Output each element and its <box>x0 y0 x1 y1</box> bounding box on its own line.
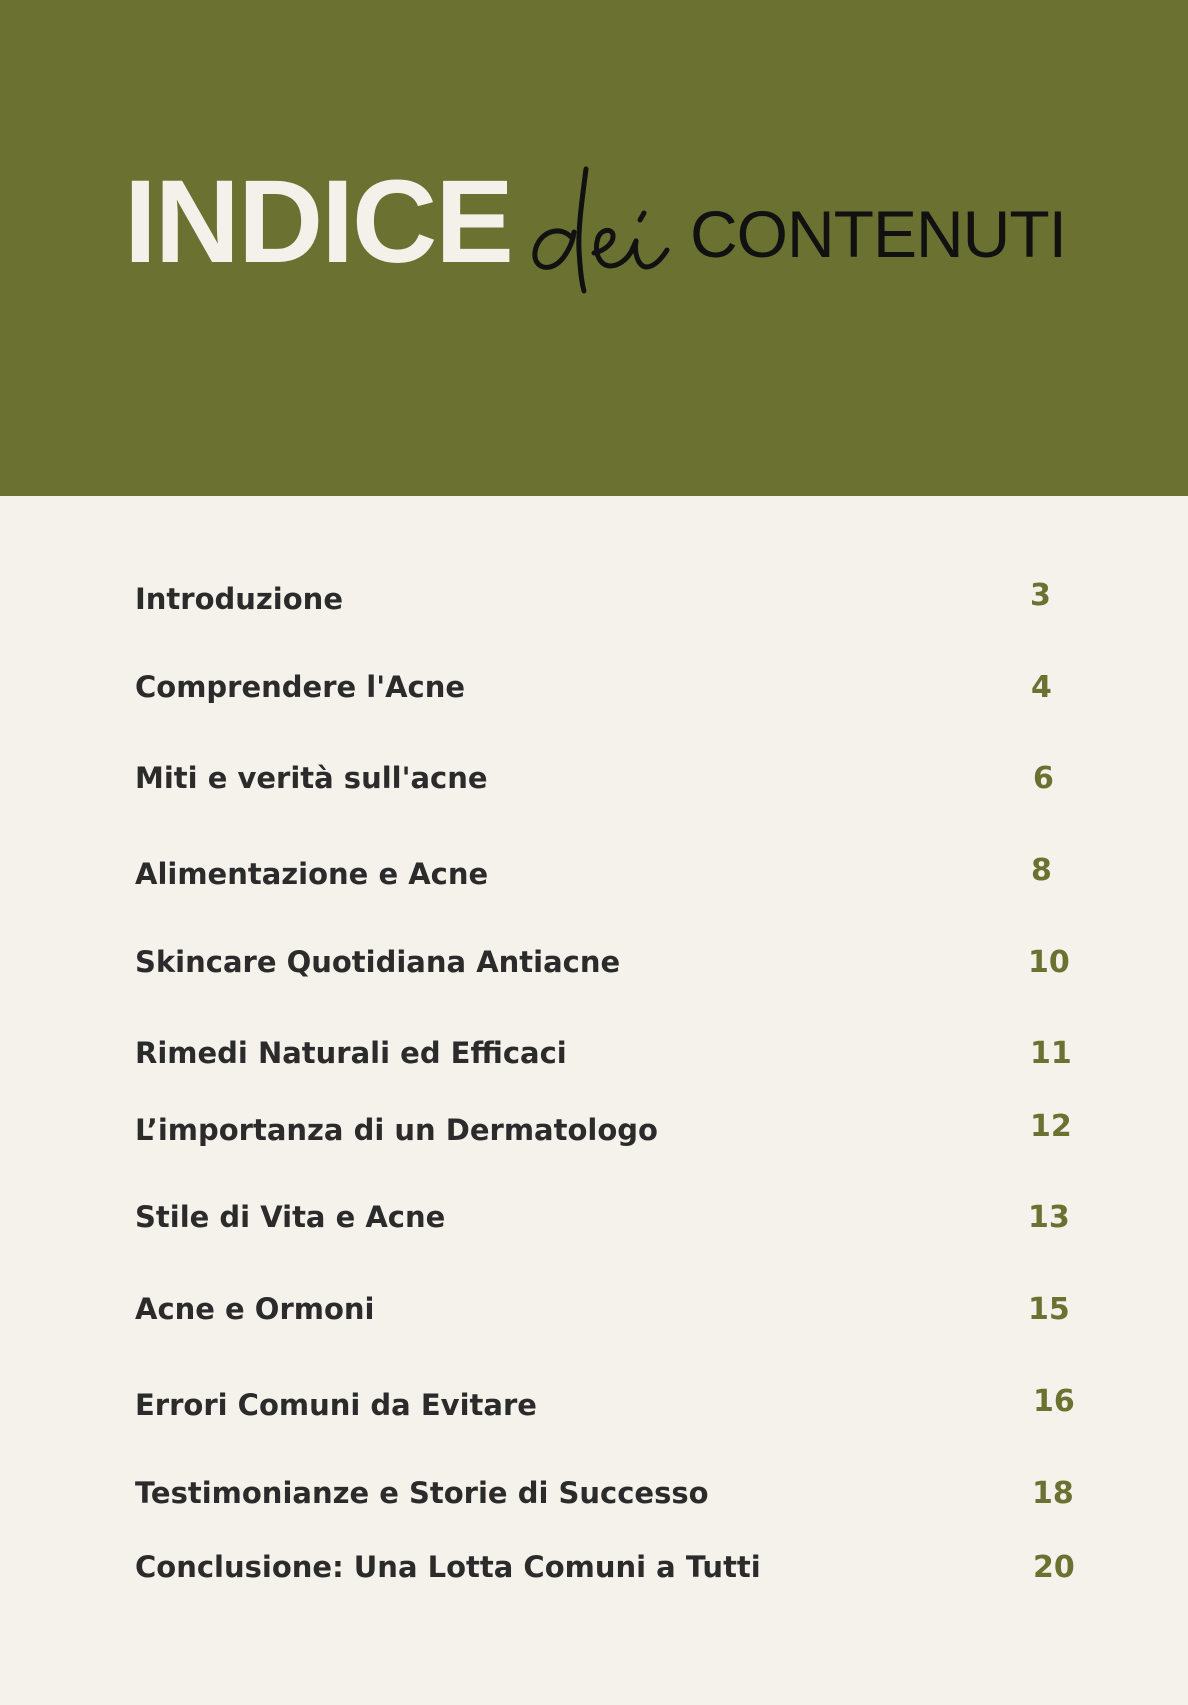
toc-entry-label: Errori Comuni da Evitare <box>135 1388 537 1422</box>
toc-entry-label: Alimentazione e Acne <box>135 857 489 891</box>
toc-entry-page: 3 <box>1030 578 1051 613</box>
toc-entry-label: Comprendere l'Acne <box>135 670 466 704</box>
toc-entry-page: 16 <box>1033 1384 1075 1419</box>
title-script-word <box>528 162 674 296</box>
toc-entry-page: 10 <box>1028 945 1070 980</box>
toc-entry-page: 15 <box>1028 1292 1070 1327</box>
toc-entry-page: 20 <box>1033 1550 1075 1585</box>
header-banner <box>0 0 1188 496</box>
toc-entry-label: Introduzione <box>135 582 343 616</box>
page-title: INDICE <box>124 156 512 288</box>
toc-entry-label: L’importanza di un Dermatologo <box>135 1113 658 1147</box>
toc-entry-page: 13 <box>1028 1200 1070 1235</box>
page-subtitle: CONTENUTI <box>690 197 1066 271</box>
toc-entry-label: Miti e verità sull'acne <box>135 761 488 795</box>
toc-entry-label: Skincare Quotidiana Antiacne <box>135 945 621 979</box>
toc-entry-page: 18 <box>1032 1476 1074 1511</box>
toc-entry-label: Rimedi Naturali ed Efficaci <box>135 1036 567 1070</box>
toc-entry-label: Stile di Vita e Acne <box>135 1200 446 1234</box>
toc-entry-label: Conclusione: Una Lotta Comuni a Tutti <box>135 1550 761 1584</box>
toc-entry-page: 8 <box>1031 853 1052 888</box>
toc-entry-label: Testimonianze e Storie di Successo <box>135 1476 709 1510</box>
toc-entry-page: 6 <box>1033 761 1054 796</box>
toc-entry-page: 12 <box>1030 1109 1072 1144</box>
toc-entry-label: Acne e Ormoni <box>135 1292 375 1326</box>
toc-entry-page: 4 <box>1031 670 1052 705</box>
toc-entry-page: 11 <box>1030 1036 1072 1071</box>
